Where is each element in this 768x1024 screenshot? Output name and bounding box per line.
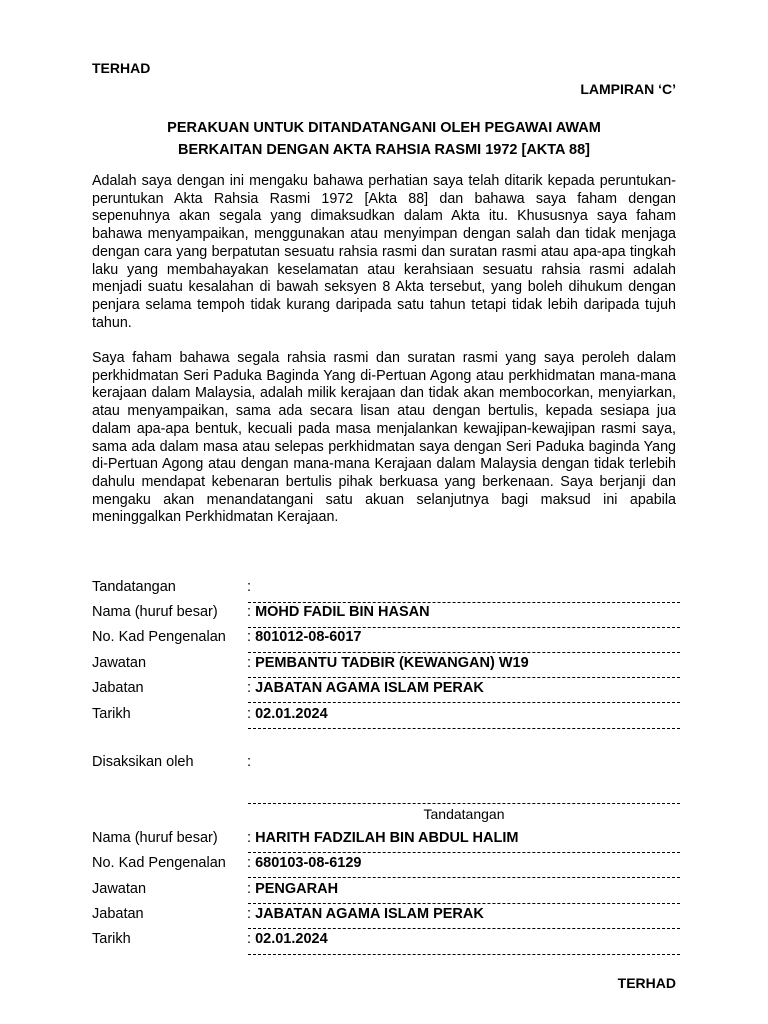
paragraph-1: Adalah saya dengan ini mengaku bahawa perhatian saya telah ditarik kepada peruntukan-peruntukan Akta Rahsia Rasmi 1972 [Akta 88] dan bahawa saya faham dengan sepenuhnya akan segala yang dimaksudkan dalam Akta itu. Khususnya saya faham bahawa menyampaikan, menggunakan atau menyimpan dengan salah dan tidak menjaga dengan cara yang berpatutan sesuatu rahsia rasmi dan suratan rasmi atau apa-apa tingkah laku yang membahayakan keselamatan atau kerahsiaan sesuatu rahsia rasmi adalah menjadi suatu kesalahan di bawah seksyen 8 Akta tersebut, yang boleh dihukum dengan penjara selama tempoh tidak kurang daripada satu tahun tetapi tidak lebih daripada tujuh tahun.	[92, 173, 676, 331]
witness-signature-caption: Tandatangan	[423, 806, 505, 822]
name-field[interactable]: : MOHD FADIL BIN HASAN	[247, 604, 430, 620]
date-label: Tarikh	[92, 706, 131, 722]
date-line	[248, 728, 680, 729]
witnessed-by-label: Disaksikan oleh	[92, 754, 194, 770]
department-field[interactable]: : JABATAN AGAMA ISLAM PERAK	[247, 680, 484, 696]
department-line	[248, 702, 680, 703]
witness-ic-label: No. Kad Pengenalan	[92, 855, 226, 871]
ic-line	[248, 652, 680, 653]
ic-field[interactable]: : 801012-08-6017	[247, 629, 362, 645]
witness-ic-line	[248, 877, 680, 878]
position-field[interactable]: : PEMBANTU TADBIR (KEWANGAN) W19	[247, 655, 529, 671]
attachment-label: LAMPIRAN ‘C’	[580, 81, 676, 97]
witness-name-line	[248, 852, 680, 853]
signature-line	[248, 602, 680, 603]
title-line-1: PERAKUAN UNTUK DITANDATANGANI OLEH PEGAWAI AWAM	[167, 120, 601, 136]
classification-bottom: TERHAD	[617, 975, 676, 991]
name-label: Nama (huruf besar)	[92, 604, 218, 620]
date-field[interactable]: : 02.01.2024	[247, 706, 328, 722]
signature-field[interactable]: :	[247, 579, 252, 595]
witness-department-label: Jabatan	[92, 906, 144, 922]
witness-position-field[interactable]: : PENGARAH	[247, 881, 339, 897]
witness-position-line	[248, 903, 680, 904]
witness-date-label: Tarikh	[92, 931, 131, 947]
witness-date-field[interactable]: : 02.01.2024	[247, 931, 328, 947]
department-label: Jabatan	[92, 680, 144, 696]
signature-label: Tandatangan	[92, 579, 176, 595]
witness-ic-field[interactable]: : 680103-08-6129	[247, 855, 362, 871]
witness-name-field[interactable]: : HARITH FADZILAH BIN ABDUL HALIM	[247, 830, 519, 846]
position-label: Jawatan	[92, 655, 147, 671]
witness-department-field[interactable]: : JABATAN AGAMA ISLAM PERAK	[247, 906, 484, 922]
paragraph-2: Saya faham bahawa segala rahsia rasmi dan suratan rasmi yang saya peroleh dalam perkhidmatan Seri Paduka Baginda Yang di-Pertuan Agong atau perkhidmatan mana-mana kerajaan dalam Malaysia, adalah milik kerajaan dan tidak akan membocorkan, menyiarkan, atau menyampaikan, sama ada secara lisan atau dengan bertulis, kepada sesiapa jua dalam apa-apa bentuk, kecuali pada masa menjalankan kewajipan-kewajipan rasmi saya, sama ada dalam masa atau selepas perkhidmatan saya dengan Seri Paduka baginda Yang di-Pertuan Agong atau dengan mana-mana Kerajaan dalam Malaysia dengan tidak terlebih dahulu mendapat kebenaran bertulis pihak berkuasa yang berkenaan. Saya berjanji dan mengaku akan menandatangani satu akuan selanjutnya bagi maksud ini apabila meninggalkan Perkhidmatan Kerajaan.	[92, 350, 676, 526]
classification-top: TERHAD	[92, 60, 151, 76]
witness-name-label: Nama (huruf besar)	[92, 830, 218, 846]
name-line	[248, 627, 680, 628]
ic-label: No. Kad Pengenalan	[92, 629, 226, 645]
title-line-2: BERKAITAN DENGAN AKTA RAHSIA RASMI 1972 [AKTA 88]	[178, 142, 590, 158]
witness-department-line	[248, 928, 680, 929]
witness-signature-line	[248, 803, 680, 804]
witness-position-label: Jawatan	[92, 881, 147, 897]
witness-date-line	[248, 954, 680, 955]
witness-signature-field[interactable]: :	[247, 754, 252, 770]
position-line	[248, 677, 680, 678]
